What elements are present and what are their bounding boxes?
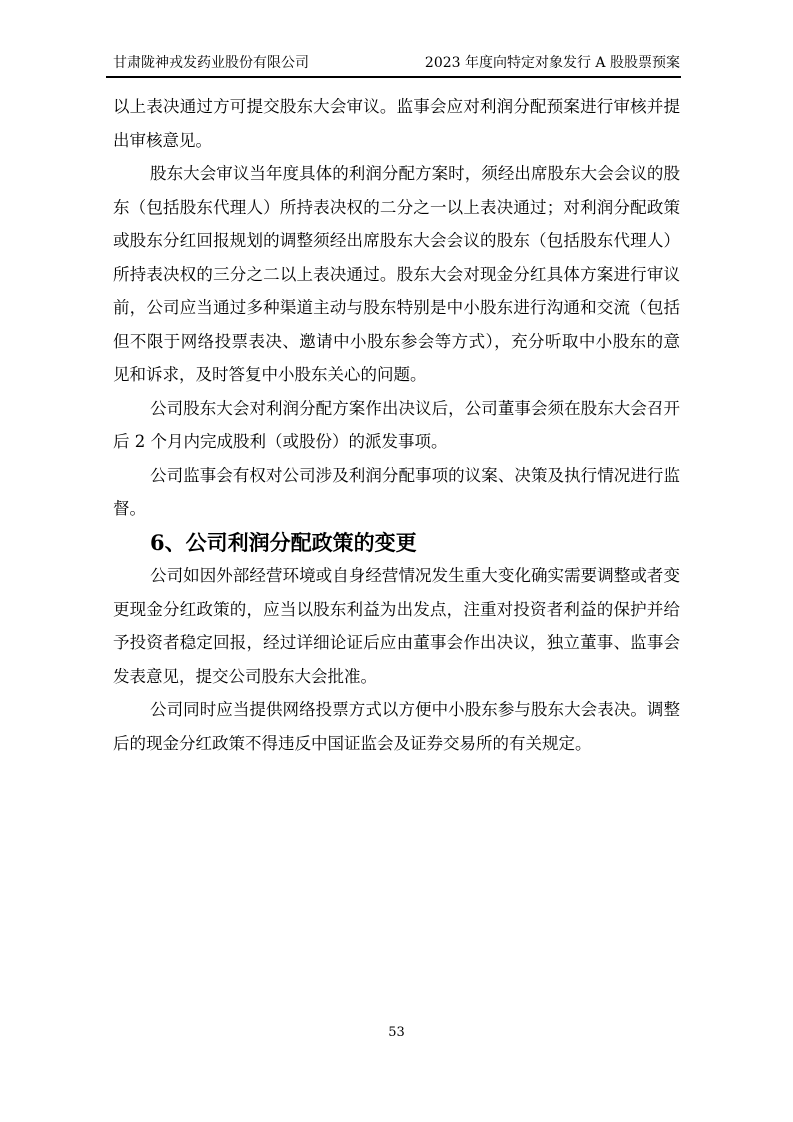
paragraph-dividend-distribution-deadline: 公司股东大会对利润分配方案作出决议后，公司董事会须在股东大会召开后 2 个月内完成股利（或股份）的派发事项。 [113, 398, 680, 451]
document-body [113, 90, 680, 760]
paragraph-online-voting-provision: 公司同时应当提供网络投票方式以方便中小股东参与股东大会表决。调整后的现金分红政策不得违反中国证监会及证券交易所的有关规定。 [113, 700, 680, 753]
paragraph-supervisory-board-oversight: 公司监事会有权对公司涉及利润分配事项的议案、决策及执行情况进行监督。 [113, 465, 680, 518]
header-doc-title: 2023 年度向特定对象发行 A 股股票预案 [424, 55, 680, 71]
paragraph-policy-adjustment-conditions: 公司如因外部经营环境或自身经营情况发生重大变化确实需要调整或者变更现金分红政策的，应当以股东利益为出发点，注重对投资者利益的保护并给予投资者稳定回报，经过详细论证后应由董事会作出决议，独立董事、监事会发表意见，提交公司股东大会批准。 [113, 566, 680, 686]
page-header [113, 54, 680, 73]
paragraph-shareholder-meeting-review: 股东大会审议当年度具体的利润分配方案时，须经出席股东大会会议的股东（包括股东代理人）所持表决权的二分之一以上表决通过；对利润分配政策或股东分红回报规划的调整须经出席股东大会会议的股东（包括股东代理人）所持表决权的三分之二以上表决通过。股东大会对现金分红具体方案进行审议前，公司应当通过多种渠道主动与股东特别是中小股东进行沟通和交流（包括但不限于网络投票表决、邀请中小股东参会等方式），充分听取中小股东的意见和诉求，及时答复中小股东关心的问题。 [113, 164, 680, 384]
page-number: 53 [388, 1025, 405, 1040]
header-rule-divider [106, 76, 681, 78]
paragraph-voting-approval-continuation: 以上表决通过方可提交股东大会审议。监事会应对利润分配预案进行审核并提出审核意见。 [113, 97, 680, 150]
section-heading-policy-change: 6、公司利润分配政策的变更 [150, 529, 417, 555]
header-company-name: 甘肃陇神戎发药业股份有限公司 [113, 55, 309, 71]
